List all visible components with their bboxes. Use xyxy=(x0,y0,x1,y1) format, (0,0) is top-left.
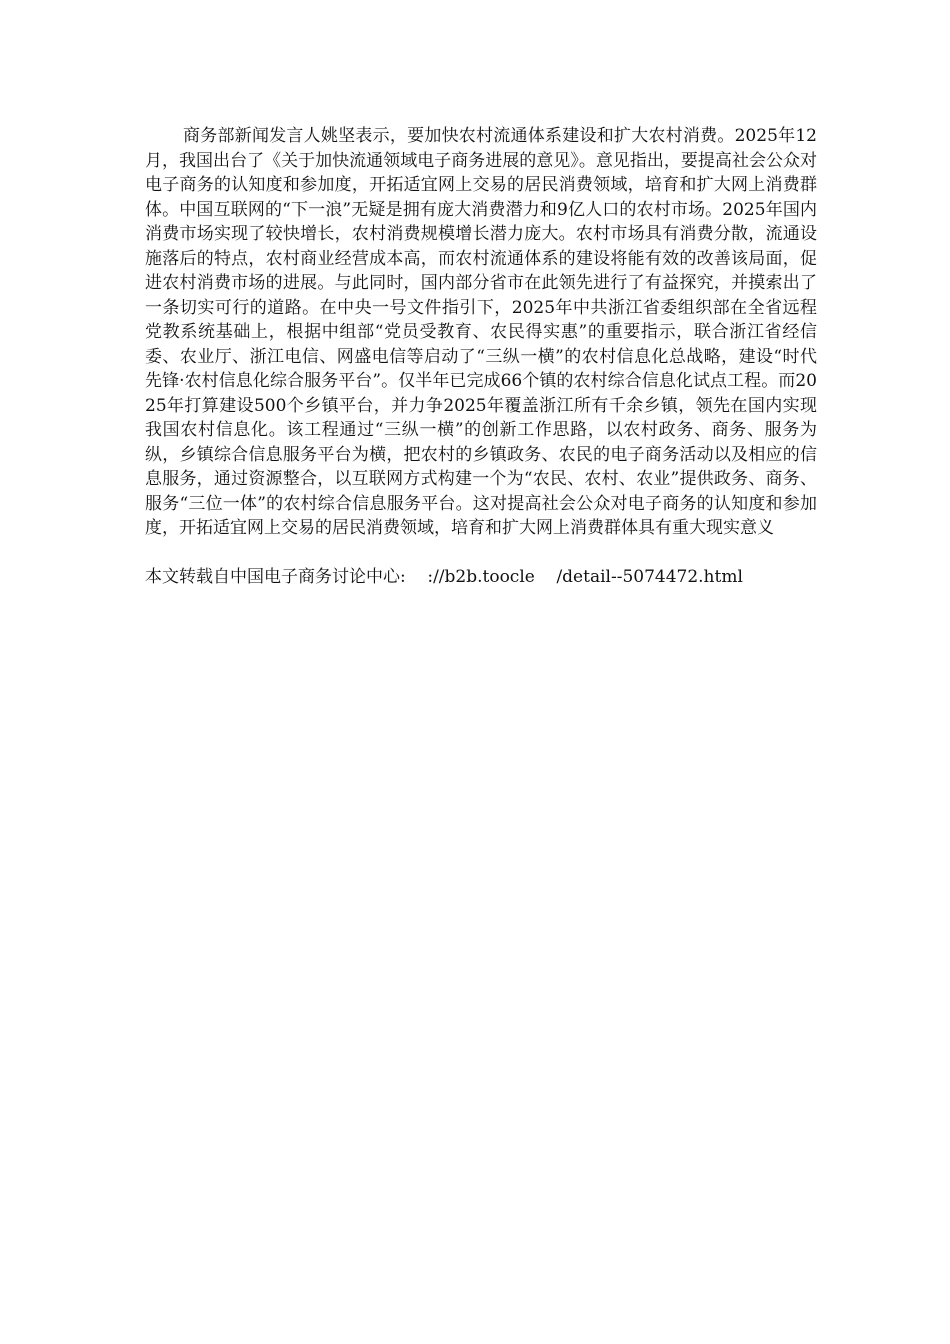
document-content xyxy=(145,124,817,589)
body-paragraph: 商务部新闻发言人姚坚表示，要加快农村流通体系建设和扩大农村消费。2025年12月，我国出台了《关于加快流通领域电子商务进展的意见》。意见指出，要提高社会公众对电子商务的认知度和参加度，开拓适宜网上交易的居民消费领域，培育和扩大网上消费群体。中国互联网的“下一浪”无疑是拥有庞大消费潜力和9亿人口的农村市场。2025年国内消费市场实现了较快增长，农村消费规模增长潜力庞大。农村市场具有消费分散，流通设施落后的特点，农村商业经营成本高，而农村流通体系的建设将能有效的改善该局面，促进农村消费市场的进展。与此同时，国内部分省市在此领先进行了有益探究，并摸索出了一条切实可行的道路。在中央一号文件指引下，2025年中共浙江省委组织部在全省远程党教系统基础上，根据中组部“党员受教育、农民得实惠”的重要指示，联合浙江省经信委、农业厅、浙江电信、网盛电信等启动了“三纵一横”的农村信息化总战略，建设“时代先锋·农村信息化综合服务平台”。仅半年已完成66个镇的农村综合信息化试点工程。而2025年打算建设500个乡镇平台，并力争2025年覆盖浙江所有千余乡镇，领先在国内实现我国农村信息化。该工程通过“三纵一横”的创新工作思路，以农村政务、商务、服务为纵，乡镇综合信息服务平台为横，把农村的乡镇政务、农民的电子商务活动以及相应的信息服务，通过资源整合，以互联网方式构建一个为“农民、农村、农业”提供政务、商务、服务“三位一体”的农村综合信息服务平台。这对提高社会公众对电子商务的认知度和参加度，开拓适宜网上交易的居民消费领域，培育和扩大网上消费群体具有重大现实意义 xyxy=(145,126,817,538)
source-attribution: 本文转载自中国电子商务讨论中心: ://b2b.toocle /detail--5074472.html xyxy=(145,566,743,587)
